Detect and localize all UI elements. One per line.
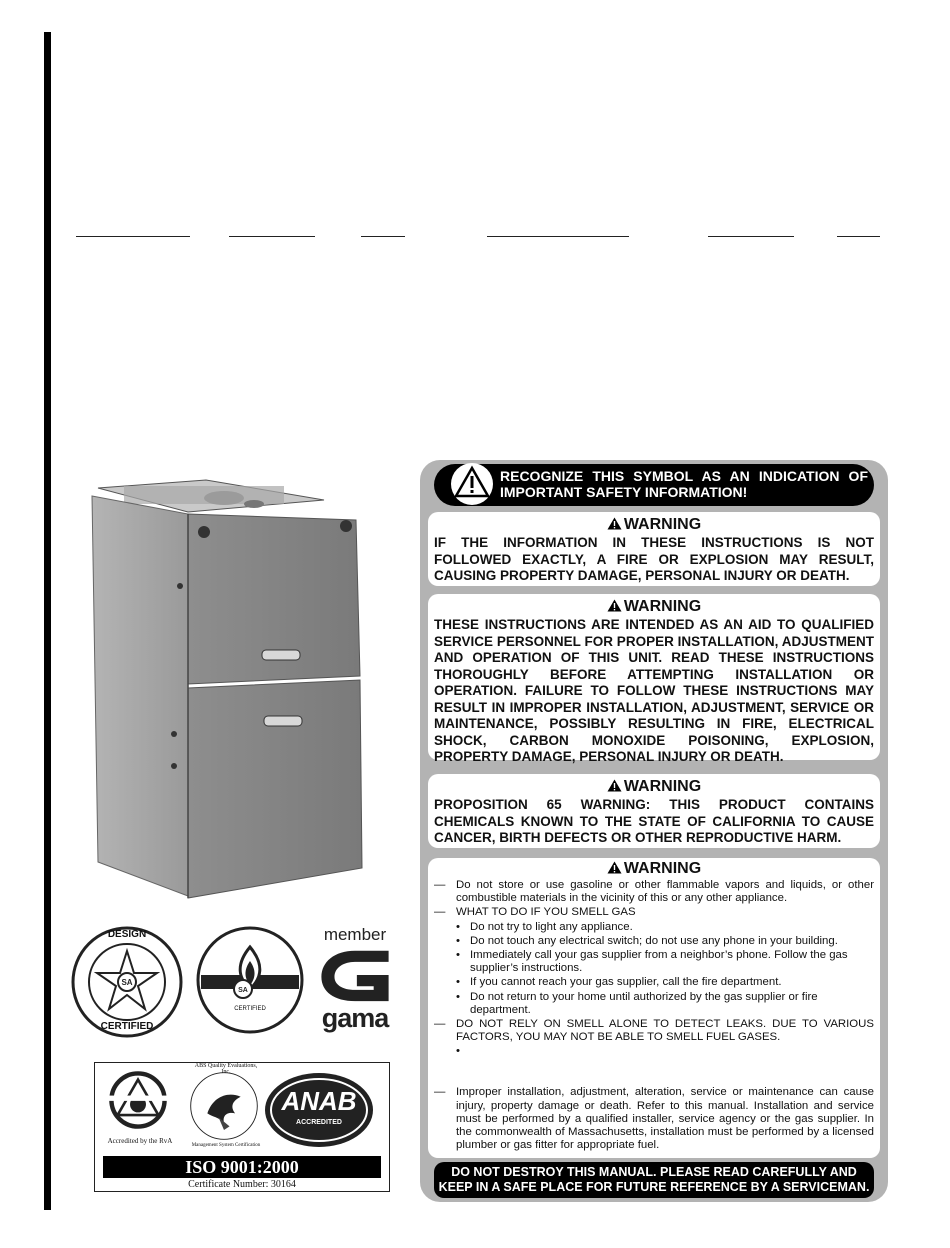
warning-title xyxy=(434,598,874,616)
list-item-text: Immediately call your gas supplier from a neighbor’s phone. Follow the gas supplier’s instructions. xyxy=(470,949,848,975)
rva-logo-icon xyxy=(107,1069,169,1131)
bullet-marker: • xyxy=(456,949,460,962)
list-item xyxy=(434,879,874,905)
form-rule xyxy=(708,236,794,237)
warning-triangle-icon xyxy=(450,462,494,506)
bullet-marker: • xyxy=(456,976,460,989)
warning-prop65-text: PROPOSITION 65 WARNING: THIS PRODUCT CONTAINS CHEMICALS KNOWN TO THE STATE OF CALIFORNIA TO CAUSE CANCER, BIRTH DEFECTS OR OTHER REPRODUCTIVE HARM. xyxy=(434,797,874,845)
safety-symbol-text: RECOGNIZE THIS SYMBOL AS AN INDICATION OF IMPORTANT SAFETY INFORMATION! xyxy=(500,468,868,500)
list-item-text: Do not return to your home until authorized by the gas supplier or fire department. xyxy=(470,990,818,1016)
gama-wordmark: gama xyxy=(321,1003,389,1033)
form-rule xyxy=(229,236,315,237)
form-rule xyxy=(361,236,405,237)
safety-symbol-header xyxy=(434,464,874,506)
list-subitem xyxy=(434,949,874,975)
warning-box-gas xyxy=(428,858,880,1158)
warning-label: WARNING xyxy=(623,516,702,533)
dash-marker: — xyxy=(434,879,446,891)
page-margin-bar xyxy=(44,32,51,1210)
svg-text:SA: SA xyxy=(121,978,133,987)
svg-text:SA: SA xyxy=(238,987,248,994)
design-certified-bottom-label: CERTIFIED xyxy=(100,1021,154,1032)
abs-quality-eagle-icon xyxy=(187,1067,261,1145)
flame-certified-logo xyxy=(195,925,305,1035)
warning-qualified-text: THESE INSTRUCTIONS ARE INTENDED AS AN AID TO QUALIFIED SERVICE PERSONNEL FOR PROPER INSTALLATION, ADJUSTMENT AND OPERATION OF THIS UNIT. READ THESE INSTRUCTIONS THOROUGHLY BEFORE ATTEMPTING INSTALLATION OR OPERATION. FAILURE TO FOLLOW THESE INSTRUCTIONS MAY RESULT IN IMPROPER INSTALLATION, ADJUSTMENT, SERVICE OR MAINTENANCE, POSSIBLY RESULTING IN FIRE, ELECTRICAL SHOCK, CARBON MONOXIDE POISONING, EXPLOSION, PROPERTY DAMAGE, PERSONAL INJURY OR DEATH. xyxy=(434,617,874,764)
abs-ring-text-2: Management System Certification xyxy=(191,1143,261,1148)
bullet-marker: • xyxy=(456,934,460,947)
gama-logo-icon xyxy=(317,947,393,1003)
form-rule xyxy=(487,236,629,237)
design-certified-top-label: DESIGN xyxy=(107,929,147,940)
warning-label: WARNING xyxy=(623,860,702,877)
list-item-text: Do not touch any electrical switch; do not use any phone in your building. xyxy=(470,934,838,947)
furnace-product-image xyxy=(84,466,380,906)
anab-wordmark: ANAB xyxy=(281,1086,357,1116)
list-item xyxy=(434,906,874,919)
gama-member-logo xyxy=(315,925,395,1035)
warning-triangle-icon xyxy=(607,861,622,874)
warning-title xyxy=(434,516,874,534)
warning-triangle-icon xyxy=(607,517,622,530)
manual-retention-footer: DO NOT DESTROY THIS MANUAL. PLEASE READ CAREFULLY AND KEEP IN A SAFE PLACE FOR FUTURE REFERENCE BY A SERVICEMAN. xyxy=(434,1162,874,1198)
list-subitem xyxy=(434,991,874,1017)
dash-marker: — xyxy=(434,1018,446,1031)
warning-title xyxy=(434,778,874,796)
warning-triangle-icon xyxy=(607,779,622,792)
certificate-number: Certificate Number: 30164 xyxy=(188,1179,296,1190)
rva-accredited-label: Accredited by the RvA xyxy=(107,1137,173,1145)
list-item xyxy=(434,1018,874,1044)
list-subitem xyxy=(434,976,874,989)
list-item-text: Improper installation, adjustment, alteration, service or maintenance can cause injury, property damage or death. Refer to this manual. Installation and service must be performed by a qualified installer, service agency or the gas supplier. In the commonwealth of Massachusetts, installation must be performed by a licensed plumber or gas fitter for appropriate fuel. xyxy=(456,1086,874,1152)
list-item-text: DO NOT RELY ON SMELL ALONE TO DETECT LEAKS. DUE TO VARIOUS FACTORS, YOU MAY NOT BE ABLE TO SMELL FUEL GASES. xyxy=(456,1018,874,1044)
safety-information-panel xyxy=(420,460,888,1202)
warning-box-qualified xyxy=(428,594,880,764)
iso-certification-box xyxy=(94,1062,390,1192)
gas-safety-list xyxy=(434,879,874,1152)
bullet-marker: • xyxy=(456,990,460,1003)
warning-triangle-icon xyxy=(607,599,622,612)
list-item xyxy=(434,1086,874,1152)
list-subitem-empty xyxy=(434,1045,874,1085)
form-rule xyxy=(837,236,880,237)
bullet-marker: • xyxy=(456,920,460,933)
dash-marker: — xyxy=(434,1086,446,1099)
warning-box-prop65 xyxy=(428,774,880,848)
warning-label: WARNING xyxy=(623,598,702,615)
list-subitem xyxy=(434,921,874,934)
warning-title xyxy=(434,860,874,878)
iso-9001-banner: ISO 9001:2000 xyxy=(103,1156,381,1178)
warning-label: WARNING xyxy=(623,778,702,795)
list-item-text: WHAT TO DO IF YOU SMELL GAS xyxy=(456,906,636,919)
list-subitem xyxy=(434,935,874,948)
anab-accredited-label: ACCREDITED xyxy=(296,1119,342,1126)
flame-certified-label: CERTIFIED xyxy=(234,1006,266,1012)
list-item-text: If you cannot reach your gas supplier, call the fire department. xyxy=(470,976,782,989)
warning-box-fire xyxy=(428,512,880,586)
form-rule xyxy=(76,236,190,237)
dash-marker: — xyxy=(434,906,446,919)
warning-fire-text: IF THE INFORMATION IN THESE INSTRUCTIONS IS NOT FOLLOWED EXACTLY, A FIRE OR EXPLOSION MAY RESULT, CAUSING PROPERTY DAMAGE, PERSONAL INJURY OR DEATH. xyxy=(434,535,874,583)
list-item-text: Do not store or use gasoline or other flammable vapors and liquids, or other combustible materials in the vicinity of this or any other appliance. xyxy=(456,879,874,905)
gama-member-label: member xyxy=(323,925,387,944)
bullet-marker: • xyxy=(456,1045,460,1058)
abs-ring-text: ABS Quality Evaluations, Inc. xyxy=(194,1063,258,1075)
list-item-text: Do not try to light any appliance. xyxy=(470,920,633,933)
